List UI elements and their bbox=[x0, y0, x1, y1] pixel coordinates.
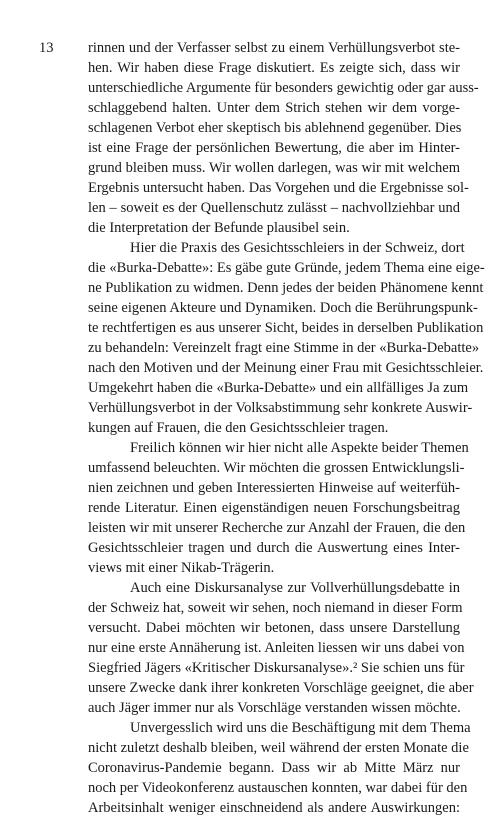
text-line: Unvergesslich wird uns die Beschäftigung mit dem Thema bbox=[130, 720, 471, 736]
text-line: Coronavirus-Pandemie begann. Dass wir ab Mitte März nur bbox=[88, 760, 460, 776]
paragraph bbox=[88, 38, 479, 238]
text-line: Arbeitsinhalt weniger einschneidend als andere Auswirkungen: bbox=[88, 800, 460, 816]
text-line: ne Publikation zu widmen. Denn jedes der beiden Phänomene kennt bbox=[88, 280, 484, 296]
text-line: nicht zuletzt deshalb bleiben, weil während der ersten Monate die bbox=[88, 740, 469, 756]
text-line: ist eine Frage der persönlichen Bewertung, die aber im Hinter- bbox=[88, 140, 460, 156]
page-number: 13 bbox=[39, 40, 54, 56]
text-line: len – soweit es der Quellenschutz zulässt – nachvollziehbar und bbox=[88, 200, 460, 216]
text-line: versucht. Dabei möchten wir betonen, dass unsere Darstellung bbox=[88, 620, 460, 636]
text-line: seine eigenen Akteure und Dynamiken. Doch die Berührungspunk- bbox=[88, 300, 478, 316]
text-line: nur eine erste Annäherung ist. Anleiten liessen wir uns dabei von bbox=[88, 640, 465, 656]
text-line: auch Jäger immer nur als Vorschläge verstanden wissen möchte. bbox=[88, 700, 461, 716]
text-line: nach den Motiven und der Meinung einer Frau mit Gesichtsschleier. bbox=[88, 360, 484, 376]
paragraph bbox=[88, 718, 471, 818]
text-line: Verhüllungsverbot in der Volksabstimmung sehr konkrete Auswir- bbox=[88, 400, 473, 416]
text-line: grund bleiben muss. Wir wollen darlegen, was wir mit welchem bbox=[88, 160, 460, 176]
text-line: die «Burka-Debatte»: Es gäbe gute Gründe, jedem Thema eine eige- bbox=[88, 260, 485, 276]
text-line: views mit einer Nikab-Trägerin. bbox=[88, 560, 275, 576]
paragraph bbox=[88, 238, 485, 438]
text-line: unsere Zwecke dank ihrer konkreten Vorschläge geeignet, die aber bbox=[88, 680, 474, 696]
text-line: hen. Wir haben diese Frage diskutiert. Es zeigte sich, dass wir bbox=[88, 60, 460, 76]
text-line: noch per Videokonferenz austauschen konnten, war dabei für den bbox=[88, 780, 468, 796]
text-line: rende Literatur. Einen eigenständigen neuen Forschungsbeitrag bbox=[88, 500, 460, 516]
text-line: Ergebnis untersucht haben. Das Vorgehen und die Ergebnisse sol- bbox=[88, 180, 469, 196]
text-line: Siegfried Jägers «Kritischer Diskursanalyse».² Sie schien uns für bbox=[88, 660, 465, 676]
text-line: Gesichtsschleier tragen und durch die Auswertung eines Inter- bbox=[88, 540, 460, 556]
text-line: zu behandeln: Vereinzelt fragt eine Stimme in der «Burka-Debatte» bbox=[88, 340, 480, 356]
text-line: Freilich können wir hier nicht alle Aspekte beider Themen bbox=[130, 440, 469, 456]
text-line: nien zeichnen und geben Interessierten Hinweise auf weiterfüh- bbox=[88, 480, 460, 496]
text-line: schlagenen Verbot eher skeptisch bis ablehnend gegenüber. Dies bbox=[88, 120, 462, 136]
text-line: umfassend beleuchten. Wir möchten die grossen Entwicklungsli- bbox=[88, 460, 465, 476]
text-line: kungen auf Frauen, die den Gesichtsschleier tragen. bbox=[88, 420, 389, 436]
body-text bbox=[88, 38, 485, 818]
text-line: die Interpretation der Befunde plausibel sein. bbox=[88, 220, 350, 236]
text-line: Umgekehrt haben die «Burka-Debatte» und ein allfälliges Ja zum bbox=[88, 380, 469, 396]
text-line: leisten wir mit unserer Recherche zur Anzahl der Frauen, die den bbox=[88, 520, 466, 536]
text-line: der Schweiz hat, soweit wir sehen, noch niemand in dieser Form bbox=[88, 600, 463, 616]
text-line: te rechtfertigen es aus unserer Sicht, beides in derselben Publikation bbox=[88, 320, 484, 336]
text-line: rinnen und der Verfasser selbst zu einem Verhüllungsverbot ste- bbox=[88, 40, 460, 56]
paragraph bbox=[88, 578, 474, 718]
paragraph bbox=[88, 438, 469, 578]
text-line: unterschiedliche Argumente für besonders gewichtig oder gar auss- bbox=[88, 80, 479, 96]
text-line: schlaggebend halten. Unter dem Strich stehen wir dem vorge- bbox=[88, 100, 460, 116]
text-line: Auch eine Diskursanalyse zur Vollverhüllungsdebatte in bbox=[130, 580, 460, 596]
text-line: Hier die Praxis des Gesichtsschleiers in der Schweiz, dort bbox=[130, 240, 465, 256]
